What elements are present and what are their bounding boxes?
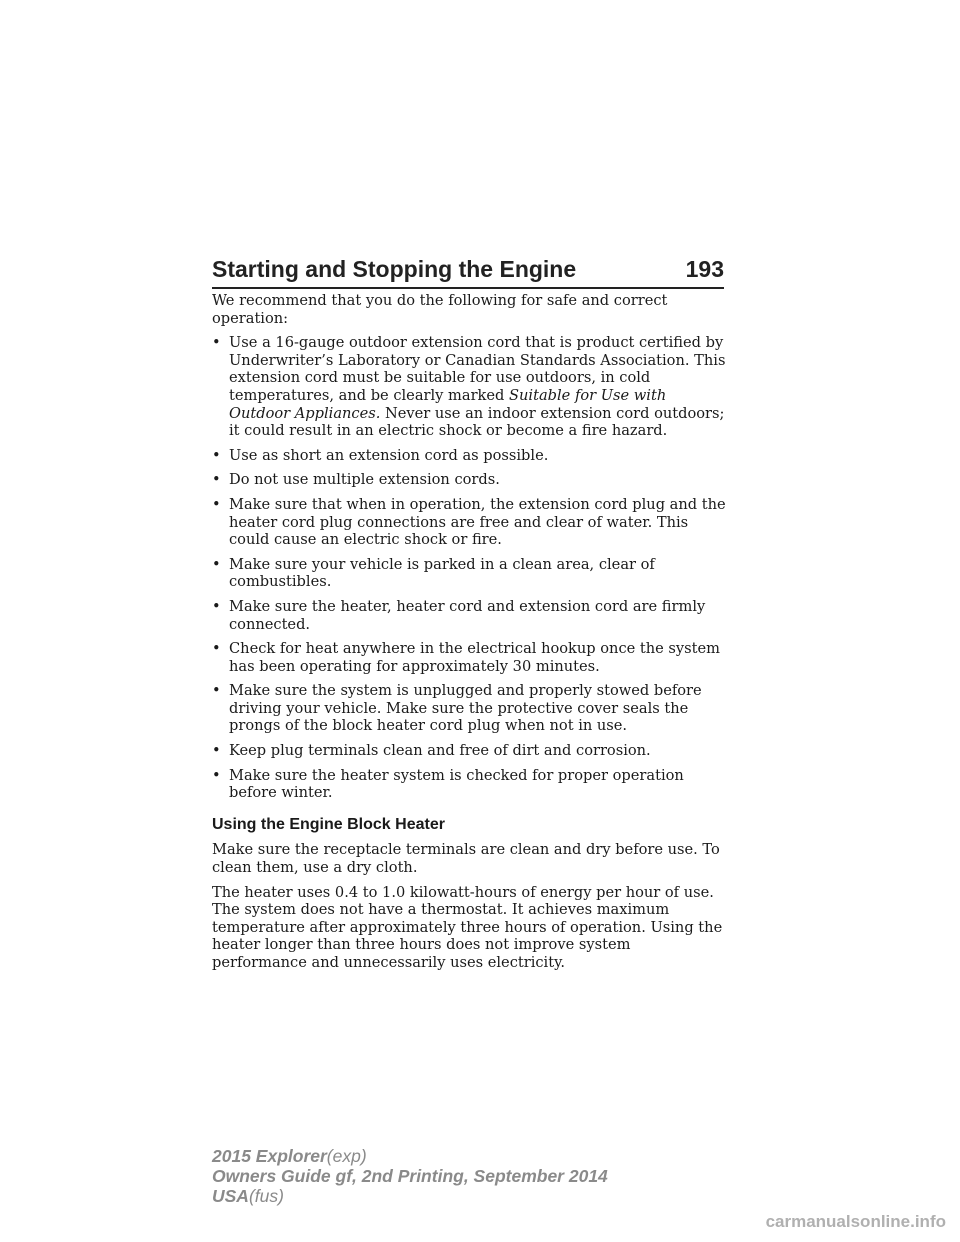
header-rule: [212, 287, 724, 289]
bullet-icon: •: [212, 334, 221, 352]
list-item-text: Make sure the heater, heater cord and extension cord are firmly connected.: [229, 597, 706, 633]
list-item-text: Keep plug terminals clean and free of dirt and corrosion.: [229, 742, 651, 760]
list-item-text: Make sure the system is unplugged and properly stowed before driving your vehicle. Make sure the protective cover seals the prongs of the block heater cord plug when not in use.: [229, 682, 702, 735]
page-number: 193: [685, 256, 724, 282]
footer-line-region: [212, 1186, 608, 1206]
list-item-text-after: Never use an indoor extension cord outdoors; it could result in an electric shock or become a fire hazard.: [229, 404, 725, 440]
list-item-text: Make sure the heater system is checked for proper operation before winter.: [229, 766, 684, 802]
list-item: [212, 598, 728, 633]
bullet-icon: •: [212, 495, 221, 513]
footer-model: 2015 Explorer: [212, 1146, 327, 1166]
footer-region: USA: [212, 1186, 249, 1206]
footer-line-printing: Owners Guide gf, 2nd Printing, September 2014: [212, 1166, 608, 1186]
watermark: carmanualsonline.info: [765, 1212, 946, 1231]
page-title: Starting and Stopping the Engine: [212, 256, 577, 282]
bullet-icon: •: [212, 682, 221, 700]
list-item-text: Make sure that when in operation, the extension cord plug and the heater cord plug connections are free and clear of water. This could cause an electric shock or fire.: [229, 495, 726, 549]
list-item-text: Use as short an extension cord as possible.: [229, 446, 549, 464]
list-item: [212, 447, 728, 465]
list-item-text: Use a 16-gauge outdoor extension cord that is product certified by Underwriter’s Laboratory or Canadian Standards Association. This extension cord must be suitable for use outdoors, in cold temperatures, and be clearly marked: [229, 334, 726, 404]
list-item: [212, 767, 728, 802]
bullet-icon: •: [212, 597, 221, 615]
list-item-text: Check for heat anywhere in the electrical hookup once the system has been operating for approximately 30 minutes.: [229, 640, 720, 675]
footer-line-model: [212, 1146, 608, 1166]
bullet-icon: •: [212, 742, 221, 760]
section-heading: Using the Engine Block Heater: [212, 815, 445, 833]
page-header: [212, 256, 724, 283]
list-item: [212, 471, 728, 489]
list-item: [212, 682, 728, 735]
recommendation-list: [212, 334, 728, 802]
list-item: [212, 496, 728, 549]
intro-paragraph: We recommend that you do the following for safe and correct operation:: [212, 292, 668, 327]
section-paragraph: The heater uses 0.4 to 1.0 kilowatt-hours of energy per hour of use. The system does not have a thermostat. It achieves maximum temperature after approximately three hours of operation. Using the heater longer than three hours does not improve system performance and unnecessarily uses electricity.: [212, 883, 723, 971]
footer-region-code: (fus): [248, 1186, 284, 1206]
list-item-italic: Suitable for Use with Outdoor Appliances.: [229, 386, 667, 422]
page-content: [212, 292, 728, 979]
section-paragraph: Make sure the receptacle terminals are clean and dry before use. To clean them, use a dry cloth.: [212, 841, 720, 877]
bullet-icon: •: [212, 555, 221, 573]
list-item-text: Make sure your vehicle is parked in a clean area, clear of combustibles.: [229, 555, 655, 591]
bullet-icon: •: [212, 446, 221, 464]
list-item: [212, 742, 728, 760]
bullet-icon: •: [212, 640, 221, 658]
bullet-icon: •: [212, 471, 221, 489]
list-item: [212, 556, 728, 591]
bullet-icon: •: [212, 766, 221, 784]
document-footer: [212, 1146, 608, 1206]
footer-model-code: (exp): [326, 1146, 367, 1166]
list-item: [212, 334, 728, 440]
list-item: [212, 640, 728, 675]
list-item-text: Do not use multiple extension cords.: [229, 471, 500, 489]
